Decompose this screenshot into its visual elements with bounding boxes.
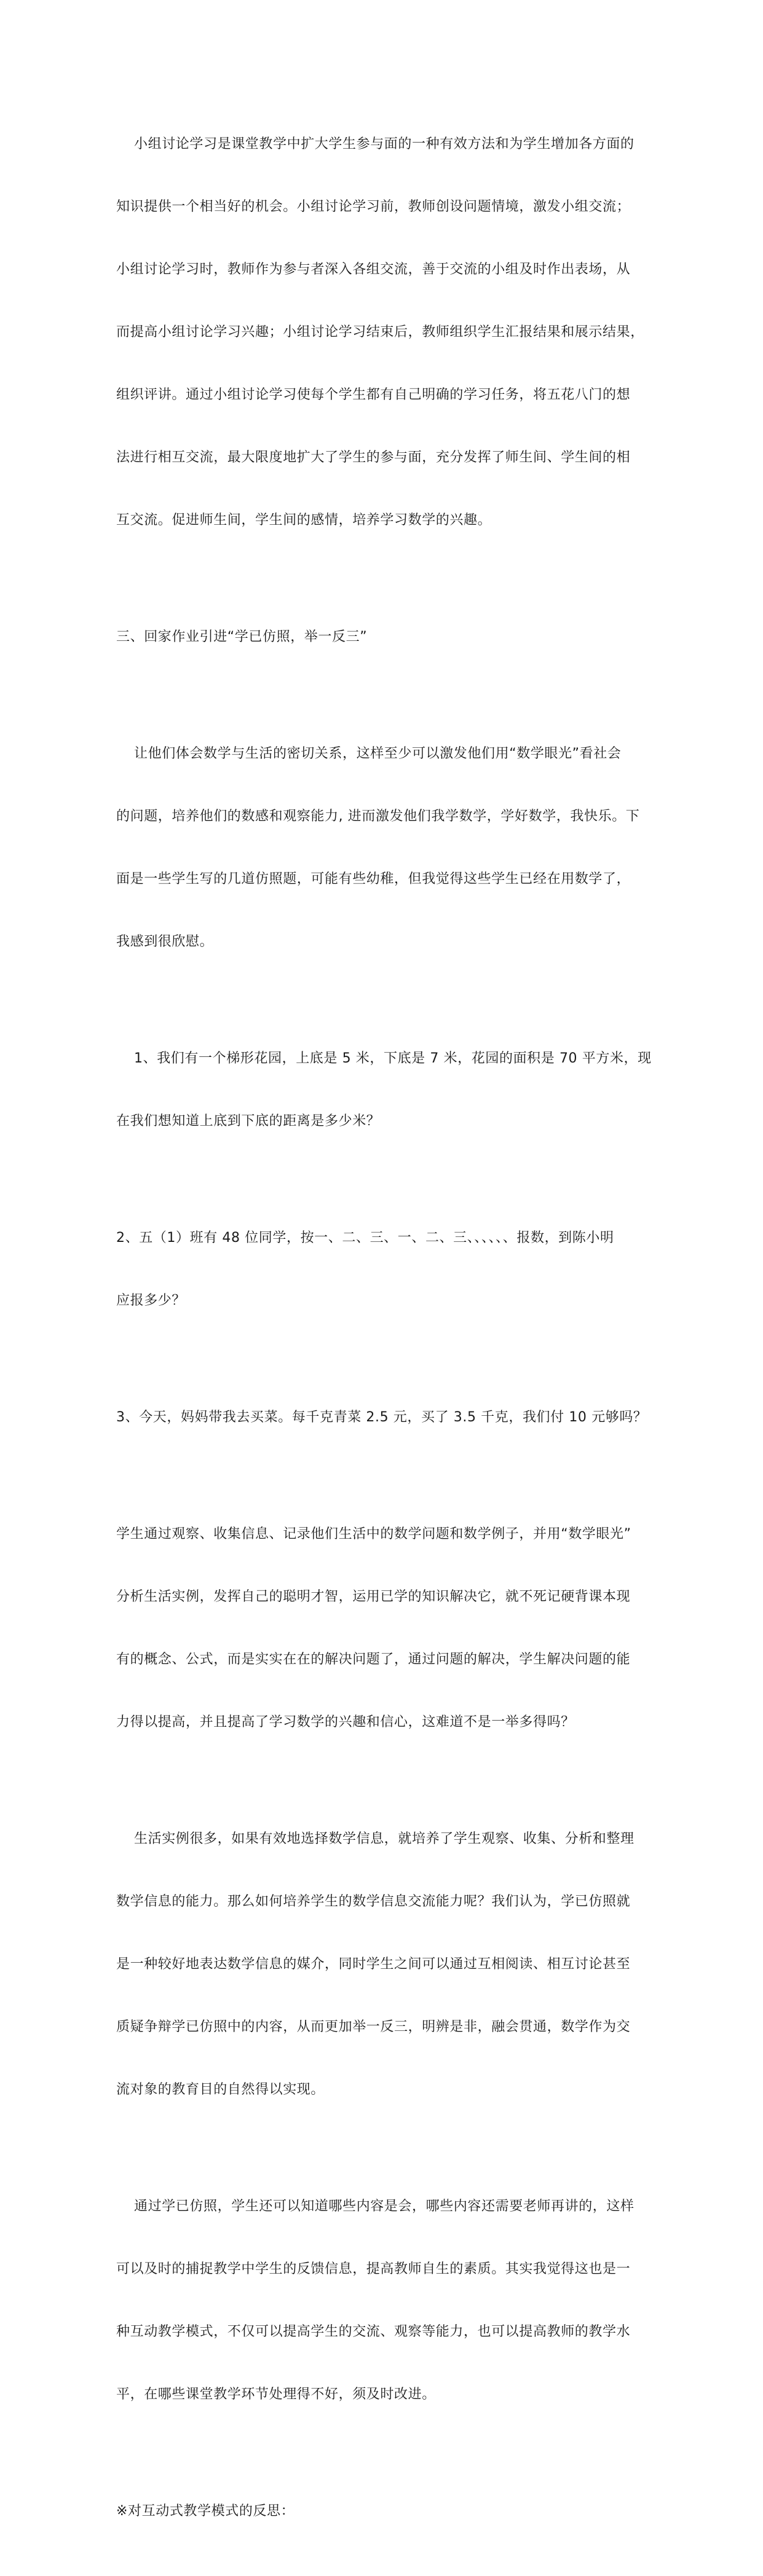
heading-text: 三、回家作业引进“学已仿照，举一反三”: [116, 629, 368, 645]
text-line: 应报多少？: [116, 1293, 186, 1308]
text-line: 1、我们有一个梯形花园，上底是 5 米，下底是 7 米，花园的面积是 70 平方米，现: [134, 1051, 652, 1066]
text-line: 2、五（1）班有 48 位同学，按一、二、三、一、二、三、、、、、、报数，到陈小明: [116, 1230, 614, 1246]
text-line: 分析生活实例，发挥自己的聪明才智，运用已学的知识解决它，就不死记硬背课本现: [116, 1589, 631, 1604]
text-line: 有的概念、公式，而是实实在在的解决问题了，通过问题的解决，学生解决问题的能: [116, 1652, 631, 1667]
paragraph-math-information: [116, 1787, 657, 2142]
text-line: 质疑争辩学已仿照中的内容，从而更加举一反三，明辨是非，融会贯通，数学作为交: [116, 2019, 631, 2035]
text-line: 在我们想知道上底到下底的距离是多少米？: [116, 1113, 381, 1129]
text-line: 法进行相互交流，最大限度地扩大了学生的参与面，充分发挥了师生间、学生间的相: [116, 450, 631, 465]
text-line: 的问题，培养他们的数感和观察能力, 进而激发他们我学数学，学好数学，我快乐。下: [116, 809, 640, 824]
text-line: 可以及时的捕捉教学中学生的反馈信息，提高教师自生的素质。其实我觉得这也是一: [116, 2261, 631, 2277]
question-2: [116, 1186, 657, 1353]
text-line: 知识提供一个相当好的机会。小组讨论学习前，教师创设问题情境，激发小组交流；: [116, 199, 631, 214]
text-line: 生活实例很多，如果有效地选择数学信息，就培养了学生观察、收集、分析和整理: [134, 1831, 635, 1847]
text-line: 小组讨论学习时，教师作为参与者深入各组交流，善于交流的小组及时作出表场，从: [116, 262, 631, 277]
paragraph-math-life: [116, 702, 657, 994]
text-line: 通过学已仿照，学生还可以知道哪些内容是会，哪些内容还需要老师再讲的，这样: [134, 2199, 635, 2214]
text-line: 组织评讲。通过小组讨论学习使每个学生都有自己明确的学习任务，将五花八门的想: [116, 387, 631, 402]
text-line: 流对象的教育目的自然得以实现。: [116, 2082, 325, 2097]
text-line: 是一种较好地表达数学信息的媒介，同时学生之间可以通过互相阅读、相互讨论甚至: [116, 1957, 631, 1972]
text-line: 数学信息的能力。那么如何培养学生的数学信息交流能力呢？我们认为，学已仿照就: [116, 1894, 631, 1909]
text-line: 力得以提高，并且提高了学习数学的兴趣和信心，这难道不是一举多得吗？: [116, 1714, 575, 1730]
text-line: 我感到很欣慰。: [116, 934, 214, 949]
question-3: [116, 1365, 657, 1470]
paragraph-feedback: [116, 2154, 657, 2447]
text-line: 小组讨论学习是课堂教学中扩大学生参与面的一种有效方法和为学生增加各方面的: [134, 136, 635, 152]
section-heading-reflection: [116, 2459, 657, 2564]
text-line: 平，在哪些课堂教学环节处理得不好，须及时改进。: [116, 2387, 436, 2402]
document-body: [116, 92, 657, 2576]
heading-text: ※对互动式教学模式的反思：: [116, 2503, 295, 2519]
text-line: 让他们体会数学与生活的密切关系，这样至少可以激发他们用“数学眼光”看社会: [134, 746, 622, 761]
text-line: 互交流。促进师生间，学生间的感情，培养学习数学的兴趣。: [116, 512, 492, 528]
text-line: 种互动教学模式，不仅可以提高学生的交流、观察等能力，也可以提高教师的教学水: [116, 2324, 631, 2339]
text-line: 面是一些学生写的几道仿照题，可能有些幼稚，但我觉得这些学生已经在用数学了，: [116, 871, 631, 887]
text-line: 学生通过观察、收集信息、记录他们生活中的数学问题和数学例子，并用“数学眼光”: [116, 1526, 631, 1542]
paragraph-observation: [116, 1482, 657, 1775]
section-heading-homework: [116, 585, 657, 689]
question-1: [116, 1007, 657, 1174]
text-line: 而提高小组讨论学习兴趣；小组讨论学习结束后，教师组织学生汇报结果和展示结果，: [116, 324, 644, 340]
paragraph-group-discussion: [116, 92, 657, 573]
text-line: 3、今天，妈妈带我去买菜。每千克青菜 2.5 元，买了 3.5 千克，我们付 10 元够吗？: [116, 1410, 647, 1425]
